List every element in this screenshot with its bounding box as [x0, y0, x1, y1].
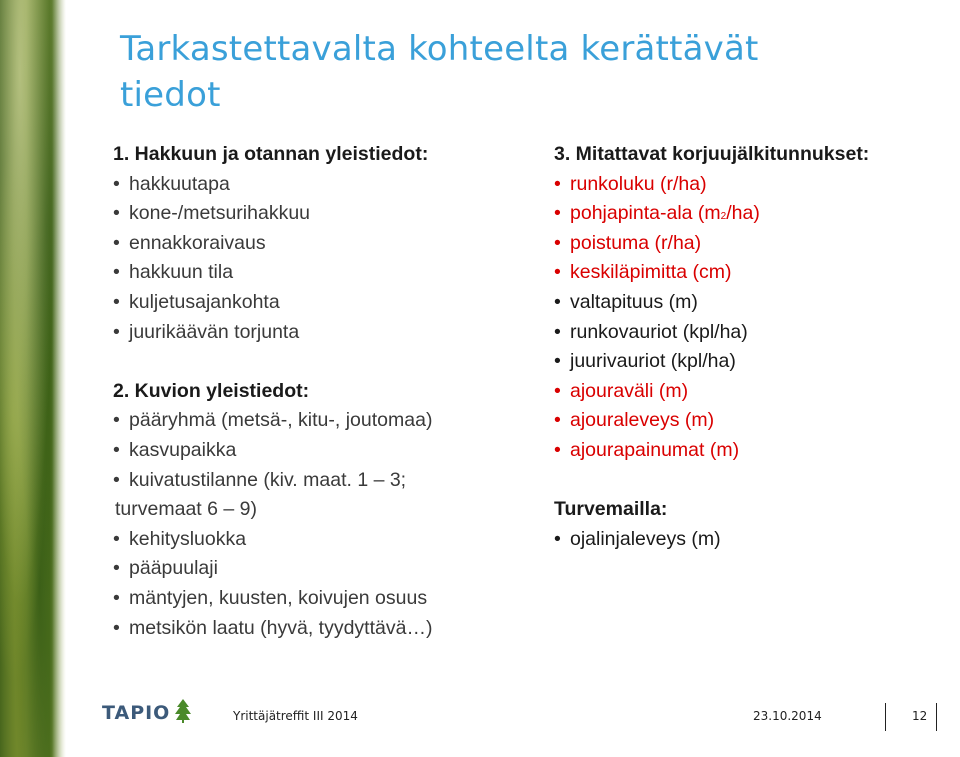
forest-photo-strip [0, 0, 66, 757]
list-item-text: ennakkoraivaus [129, 231, 266, 254]
logo-text: TAPIO [102, 702, 171, 724]
superscript-unit: 2 [720, 211, 727, 223]
list-item-text: runkovauriot (kpl/ha) [570, 320, 748, 343]
bullet: • [113, 202, 120, 225]
bullet: • [554, 261, 561, 284]
list-item [554, 377, 960, 407]
list-item [554, 347, 960, 377]
list-item-continuation: turvemaat 6 – 9) [115, 498, 257, 521]
list-item-text: pohjapinta-ala (m [570, 202, 721, 225]
list-item-text: valtapituus (m) [570, 290, 698, 313]
list-item-text: ajourapainumat (m) [570, 438, 740, 461]
list-item-text: metsikön laatu (hyvä, tyydyttävä…) [129, 616, 433, 639]
slide-title: Tarkastettavalta kohteelta kerättävät tiedot [120, 29, 759, 115]
spacer [113, 347, 543, 377]
list-item-text-suffix: /ha) [726, 202, 760, 225]
bullet: • [554, 409, 561, 432]
list-item [113, 436, 543, 466]
list-item-text: mäntyjen, kuusten, koivujen osuus [129, 586, 428, 609]
list-item [554, 525, 960, 555]
page-number: 12 [912, 709, 928, 723]
list-item-text: pääpuulaji [129, 557, 218, 580]
section-heading: 3. Mitattavat korjuujälkitunnukset: [554, 143, 870, 165]
list-item [554, 406, 960, 436]
bullet: • [554, 379, 561, 402]
bullet: • [554, 231, 561, 254]
list-item-text: kone-/metsurihakkuu [129, 202, 311, 225]
footer-date: 23.10.2014 [753, 709, 822, 723]
list-item [554, 199, 960, 229]
list-item-text: juurikäävän torjunta [129, 320, 300, 343]
footer-divider [885, 703, 886, 731]
right-column [554, 140, 960, 554]
bullet: • [554, 172, 561, 195]
bullet: • [554, 527, 561, 550]
bullet: • [113, 557, 120, 580]
section-heading: 1. Hakkuun ja otannan yleistiedot: [113, 143, 429, 165]
tree-icon [174, 699, 192, 728]
section-heading: 2. Kuvion yleistiedot: [113, 379, 310, 402]
bullet: • [113, 586, 120, 609]
list-item [113, 229, 543, 259]
list-item-text: hakkuun tila [129, 261, 234, 284]
list-item-text: juurivauriot (kpl/ha) [570, 350, 736, 373]
section-heading: Turvemailla: [554, 498, 668, 521]
list-item [554, 288, 960, 318]
list-item [554, 436, 960, 466]
left-column [113, 140, 543, 643]
bullet: • [113, 261, 120, 284]
bullet: • [113, 231, 120, 254]
bullet: • [554, 320, 561, 343]
list-item-text: ajouraleveys (m) [570, 409, 715, 432]
list-item-text: kehitysluokka [129, 527, 247, 550]
list-item [113, 318, 543, 348]
list-item-text: poistuma (r/ha) [570, 231, 702, 254]
bullet: • [113, 320, 120, 343]
list-item-text: hakkuutapa [129, 172, 230, 195]
list-item [113, 614, 543, 644]
list-item [554, 229, 960, 259]
list-item [113, 406, 543, 436]
list-item [113, 525, 543, 555]
spacer [554, 466, 960, 496]
list-item-text: kasvupaikka [129, 438, 237, 461]
list-item-text: keskiläpimitta (cm) [570, 261, 732, 284]
list-item [113, 288, 543, 318]
list-item-text: runkoluku (r/ha) [570, 172, 707, 195]
list-item [113, 584, 543, 614]
bullet: • [113, 527, 120, 550]
list-item [113, 199, 543, 229]
footer-event: Yrittäjätreffit III 2014 [233, 709, 358, 723]
list-item-text: kuivatustilanne (kiv. maat. 1 – 3; [129, 468, 407, 491]
tapio-logo [102, 700, 192, 726]
bullet: • [113, 468, 120, 491]
bullet: • [113, 438, 120, 461]
bullet: • [113, 409, 120, 432]
bullet: • [554, 290, 561, 313]
list-item [113, 466, 543, 496]
bullet: • [554, 438, 561, 461]
bullet: • [554, 350, 561, 373]
list-item-text: kuljetusajankohta [129, 290, 280, 313]
list-item-text: pääryhmä (metsä-, kitu-, joutomaa) [129, 409, 433, 432]
list-item [113, 554, 543, 584]
list-item [554, 170, 960, 200]
list-item-text: ojalinjaleveys (m) [570, 527, 721, 550]
list-item [113, 258, 543, 288]
list-item [113, 170, 543, 200]
list-item [554, 318, 960, 348]
bullet: • [113, 172, 120, 195]
footer-divider [936, 703, 937, 731]
bullet: • [554, 202, 561, 225]
bullet: • [113, 290, 120, 313]
list-item-text: ajouraväli (m) [570, 379, 689, 402]
bullet: • [113, 616, 120, 639]
list-item [554, 258, 960, 288]
